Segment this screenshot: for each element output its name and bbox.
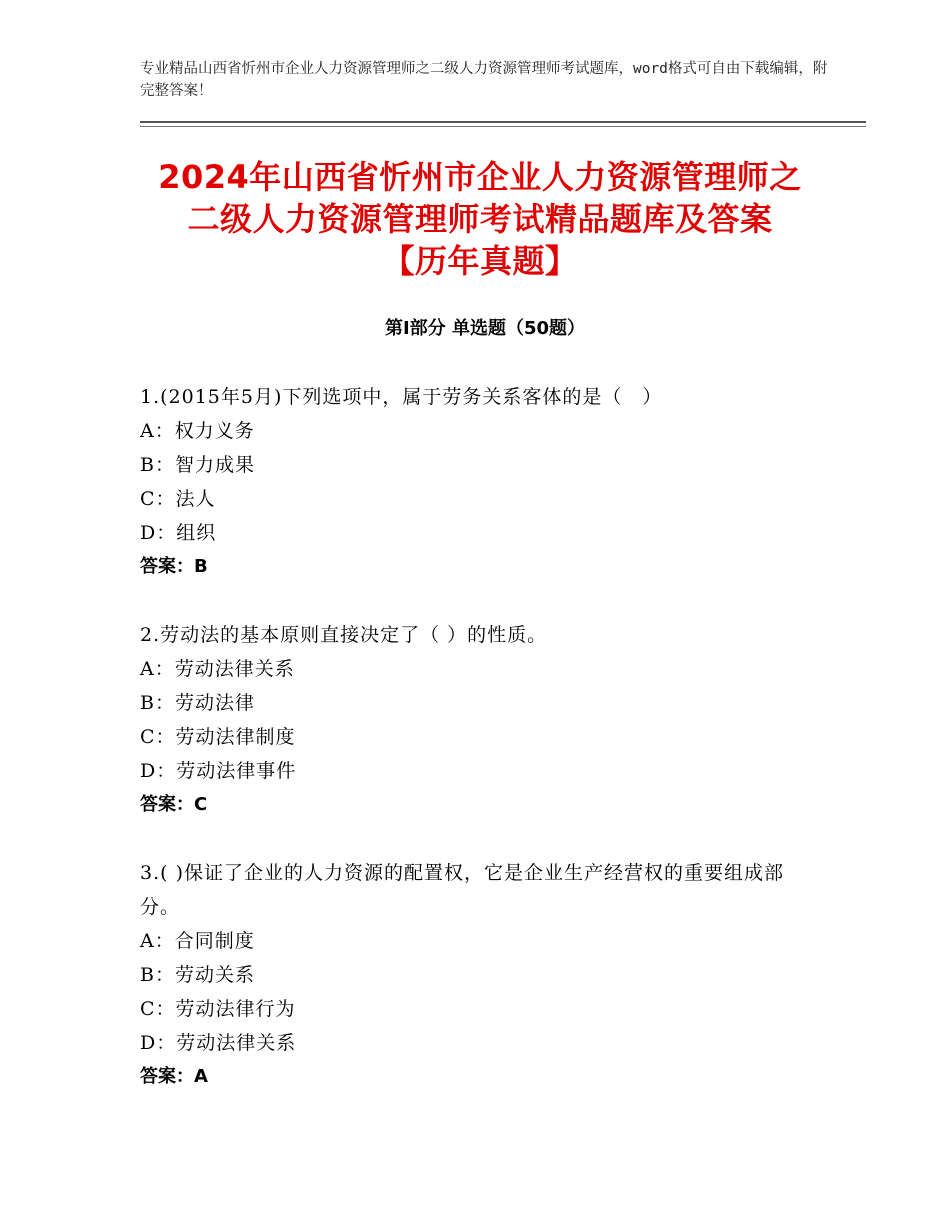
option-a: A：权力义务 bbox=[140, 420, 255, 442]
title-line-2: 二级人力资源管理师考试精品题库及答案 bbox=[187, 200, 773, 238]
option-c: C：劳动法律行为 bbox=[140, 998, 296, 1020]
header-note: 专业精品山西省忻州市企业人力资源管理师之二级人力资源管理师考试题库，word格式可自由下载编辑，附完整答案！ bbox=[140, 61, 828, 99]
section-heading: 第Ⅰ部分 单选题（50题） bbox=[384, 318, 585, 339]
question-list bbox=[140, 380, 820, 1128]
title-line-3: 【历年真题】 bbox=[382, 242, 578, 280]
header-rule-thin bbox=[140, 126, 866, 127]
option-a: A：合同制度 bbox=[140, 930, 255, 952]
option-a: A：劳动法律关系 bbox=[140, 658, 295, 680]
question-stem: 2.劳动法的基本原则直接决定了（ ）的性质。 bbox=[140, 624, 548, 646]
question-3 bbox=[140, 856, 820, 1094]
option-d: D：劳动法律事件 bbox=[140, 760, 297, 782]
title-line-1: 2024年山西省忻州市企业人力资源管理师之 bbox=[158, 158, 802, 196]
option-c: C：法人 bbox=[140, 488, 216, 510]
question-1 bbox=[140, 380, 820, 584]
question-stem: 3.( )保证了企业的人力资源的配置权，它是企业生产经营权的重要组成部分。 bbox=[140, 862, 784, 918]
header-rule-thick bbox=[140, 121, 866, 123]
option-b: B：智力成果 bbox=[140, 454, 255, 476]
option-d: D：劳动法律关系 bbox=[140, 1032, 297, 1054]
answer: 答案：A bbox=[140, 1066, 208, 1087]
option-b: B：劳动法律 bbox=[140, 692, 255, 714]
option-c: C：劳动法律制度 bbox=[140, 726, 296, 748]
question-2 bbox=[140, 618, 820, 822]
answer: 答案：C bbox=[140, 794, 208, 815]
question-stem: 1.(2015年5月)下列选项中，属于劳务关系客体的是（ ） bbox=[140, 386, 663, 408]
answer: 答案：B bbox=[140, 556, 208, 577]
option-d: D：组织 bbox=[140, 522, 217, 544]
document-title bbox=[100, 156, 860, 282]
option-b: B：劳动关系 bbox=[140, 964, 255, 986]
